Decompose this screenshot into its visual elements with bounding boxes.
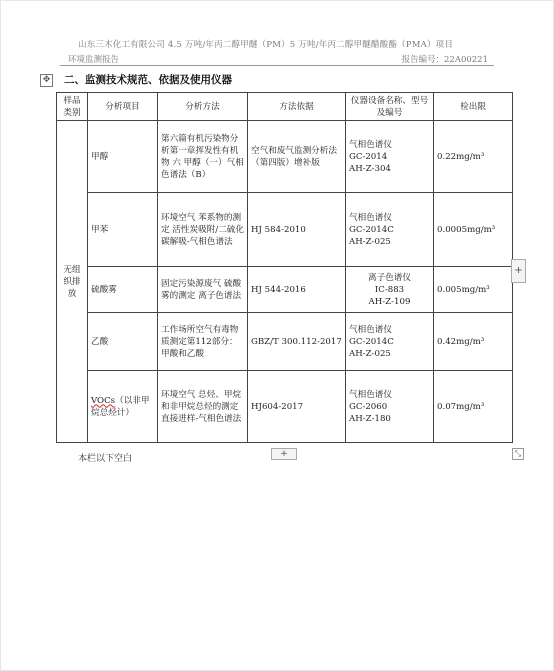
method-cell[interactable]: 环境空气 总烃、甲烷和非甲烷总烃的测定 直接进样-气相色谱法 [158, 371, 248, 443]
category-cell[interactable]: 无组织排放 [57, 121, 88, 443]
instrument-model: GC-2014C [349, 224, 394, 235]
header-instrument: 仪器设备名称、型号及编号 [346, 93, 434, 121]
instrument-model: IC-883 [374, 284, 405, 295]
instrument-id: AH-Z-304 [349, 163, 391, 174]
instrument-name: 气相色谱仪 [349, 389, 392, 400]
header-item: 分析项目 [88, 93, 158, 121]
header-divider [60, 65, 494, 66]
add-column-button[interactable]: + [511, 259, 526, 283]
instrument-name: 气相色谱仪 [349, 212, 392, 223]
table-row [57, 121, 513, 193]
instrument-id: AH-Z-180 [349, 413, 391, 424]
limit-cell[interactable]: 0.42mg/m³ [434, 313, 513, 371]
method-cell[interactable]: 固定污染源废气 硫酸雾的测定 离子色谱法 [158, 267, 248, 313]
table-row [57, 267, 513, 313]
instrument-model: GC-2014C [349, 336, 394, 347]
header-basis: 方法依据 [248, 93, 346, 121]
table-move-handle-icon[interactable]: ✥ [40, 74, 53, 87]
instrument-cell[interactable] [346, 313, 434, 371]
basis-cell[interactable]: 空气和废气监测分析法（第四版）增补版 [248, 121, 346, 193]
add-row-button[interactable]: + [271, 448, 297, 460]
item-cell[interactable]: 乙酸 [88, 313, 158, 371]
basis-cell[interactable]: HJ 584-2010 [248, 193, 346, 267]
instrument-model: GC-2060 [349, 401, 388, 412]
header-report-name: 环境监测报告 [68, 55, 120, 65]
table-header-row [57, 93, 513, 121]
table-row [57, 371, 513, 443]
basis-cell[interactable]: HJ604-2017 [248, 371, 346, 443]
method-cell[interactable]: 第六篇有机污染物分析第一章挥发性有机物 六 甲醇（一）气相色谱法（B） [158, 121, 248, 193]
header-limit: 检出限 [434, 93, 513, 121]
header-report-number: 报告编号：22A00221 [401, 55, 488, 65]
instrument-id: AH-Z-025 [349, 236, 391, 247]
instrument-cell[interactable] [346, 267, 434, 313]
instrument-cell[interactable] [346, 371, 434, 443]
limit-cell[interactable]: 0.07mg/m³ [434, 371, 513, 443]
instrument-id: AH-Z-109 [368, 296, 411, 307]
limit-cell[interactable]: 0.22mg/m³ [434, 121, 513, 193]
method-cell[interactable]: 工作场所空气有毒物质测定第112部分：甲酸和乙酸 [158, 313, 248, 371]
table-resize-icon[interactable]: ⤡ [512, 448, 524, 460]
instrument-name: 离子色谱仪 [368, 272, 411, 283]
instrument-name: 气相色谱仪 [349, 139, 392, 150]
item-cell[interactable] [88, 371, 158, 443]
item-suffix: （以非甲烷总烃计） [91, 395, 150, 418]
instrument-name: 气相色谱仪 [349, 324, 392, 335]
item-cell[interactable]: 甲苯 [88, 193, 158, 267]
method-cell[interactable]: 环境空气 苯系物的测定 活性炭吸附/二硫化碳解吸-气相色谱法 [158, 193, 248, 267]
basis-cell[interactable]: GBZ/T 300.112-2017 [248, 313, 346, 371]
header-sample-type: 样品类别 [57, 93, 88, 121]
instrument-cell[interactable] [346, 121, 434, 193]
limit-cell[interactable]: 0.005mg/m³ [434, 267, 513, 313]
basis-cell[interactable]: HJ 544-2016 [248, 267, 346, 313]
section-title: 二、监测技术规范、依据及使用仪器 [64, 74, 232, 86]
item-cell[interactable]: 甲醇 [88, 121, 158, 193]
instrument-model: GC-2014 [349, 151, 388, 162]
limit-cell[interactable]: 0.0005mg/m³ [434, 193, 513, 267]
instrument-cell[interactable] [346, 193, 434, 267]
instrument-id: AH-Z-025 [349, 348, 391, 359]
instrument-table [56, 92, 513, 443]
item-cell[interactable]: 硫酸雾 [88, 267, 158, 313]
item-prefix: VOCs [91, 395, 116, 406]
header-company-line: 山东三木化工有限公司 4.5 万吨/年丙二醇甲醚（PM）5 万吨/年丙二醇甲醚醋酸酯（PMA）项目 [78, 40, 454, 50]
table-row [57, 193, 513, 267]
table-row [57, 313, 513, 371]
header-method: 分析方法 [158, 93, 248, 121]
blank-below-note: 本栏以下空白 [78, 454, 133, 464]
